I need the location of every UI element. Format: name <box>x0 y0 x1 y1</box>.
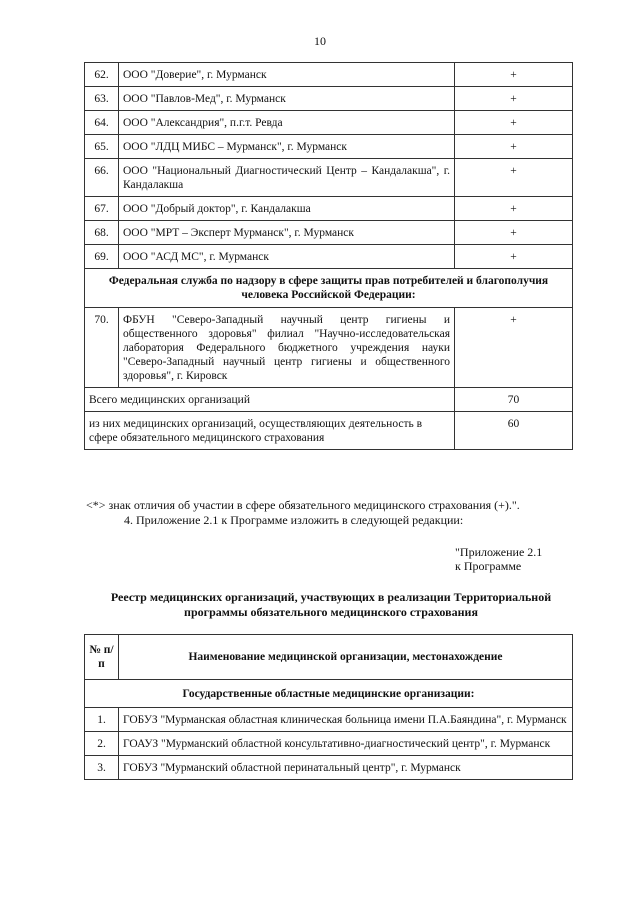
oms-total-label: из них медицинских организаций, осуществляющих деятельность в сфере обязательного медицинского страхования <box>85 412 455 450</box>
organization-name: ООО "Доверие", г. Мурманск <box>119 63 455 87</box>
annex-line-2: к Программе <box>455 559 522 573</box>
organization-name: ГОБУЗ "Мурманская областная клиническая больница имени П.А.Баяндина", г. Мурманск <box>119 708 573 732</box>
oms-mark: + <box>455 245 573 269</box>
section-header: Федеральная служба по надзору в сфере защиты прав потребителей и благополучия человека Российской Федерации: <box>85 269 573 308</box>
row-number: 69. <box>85 245 119 269</box>
annex-line-1: "Приложение 2.1 <box>455 545 543 559</box>
section-header-row <box>85 269 573 308</box>
table-row <box>85 135 573 159</box>
organizations-table-continued <box>84 62 573 450</box>
table-row <box>85 732 573 756</box>
row-number: 66. <box>85 159 119 197</box>
header-row <box>85 635 573 680</box>
organization-name: ООО "Добрый доктор", г. Кандалакша <box>119 197 455 221</box>
organization-name: ООО "Национальный Диагностический Центр – Кандалакша", г. Кандалакша <box>119 159 455 197</box>
section-row <box>85 680 573 708</box>
organization-name: ООО "АСД МС", г. Мурманск <box>119 245 455 269</box>
annex-reference <box>455 545 595 573</box>
table-row <box>85 245 573 269</box>
oms-mark: + <box>455 308 573 388</box>
footnote: <*> знак отличия об участии в сфере обязательного медицинского страхования (+).". <box>86 498 520 512</box>
column-header-number: № п/п <box>85 635 119 680</box>
oms-mark: + <box>455 197 573 221</box>
page-number: 10 <box>314 34 326 48</box>
organization-name: ООО "ЛДЦ МИБС – Мурманск", г. Мурманск <box>119 135 455 159</box>
oms-mark: + <box>455 159 573 197</box>
total-value: 70 <box>455 388 573 412</box>
organization-name: ООО "Павлов-Мед", г. Мурманск <box>119 87 455 111</box>
registry-table <box>84 634 573 780</box>
row-number: 68. <box>85 221 119 245</box>
column-header-name: Наименование медицинской организации, местонахождение <box>119 635 573 680</box>
oms-mark: + <box>455 111 573 135</box>
amendment-item-4: 4. Приложение 2.1 к Программе изложить в следующей редакции: <box>124 513 464 527</box>
table-row <box>85 111 573 135</box>
table-row <box>85 756 573 780</box>
oms-total-row <box>85 412 573 450</box>
row-number: 2. <box>85 732 119 756</box>
oms-total-value: 60 <box>455 412 573 450</box>
organization-name: ООО "Александрия", п.г.т. Ревда <box>119 111 455 135</box>
organization-name: ФБУН "Северо-Западный научный центр гигиены и общественного здоровья" филиал "Научно-исследовательская лаборатория Федерального бюджетного учреждения науки "Северо-Западный научный центр гигиены и общественного здоровья", г. Кировск <box>119 308 455 388</box>
table-row <box>85 159 573 197</box>
row-number: 63. <box>85 87 119 111</box>
total-row <box>85 388 573 412</box>
row-number: 1. <box>85 708 119 732</box>
section-header: Государственные областные медицинские организации: <box>85 680 573 708</box>
table-row <box>85 87 573 111</box>
row-number: 67. <box>85 197 119 221</box>
row-number: 64. <box>85 111 119 135</box>
row-number: 70. <box>85 308 119 388</box>
oms-mark: + <box>455 63 573 87</box>
organization-name: ГОАУЗ "Мурманский областной консультативно-диагностический центр", г. Мурманск <box>119 732 573 756</box>
total-label: Всего медицинских организаций <box>85 388 455 412</box>
row-number: 65. <box>85 135 119 159</box>
registry-title: Реестр медицинских организаций, участвующих в реализации Территориальной программы обязательного медицинского страхования <box>110 590 552 619</box>
table-row <box>85 221 573 245</box>
organization-name: ГОБУЗ "Мурманский областной перинатальный центр", г. Мурманск <box>119 756 573 780</box>
oms-mark: + <box>455 221 573 245</box>
table-row <box>85 308 573 388</box>
oms-mark: + <box>455 87 573 111</box>
organization-name: ООО "МРТ – Эксперт Мурманск", г. Мурманск <box>119 221 455 245</box>
row-number: 3. <box>85 756 119 780</box>
table-row <box>85 708 573 732</box>
table-row <box>85 63 573 87</box>
row-number: 62. <box>85 63 119 87</box>
table-row <box>85 197 573 221</box>
oms-mark: + <box>455 135 573 159</box>
